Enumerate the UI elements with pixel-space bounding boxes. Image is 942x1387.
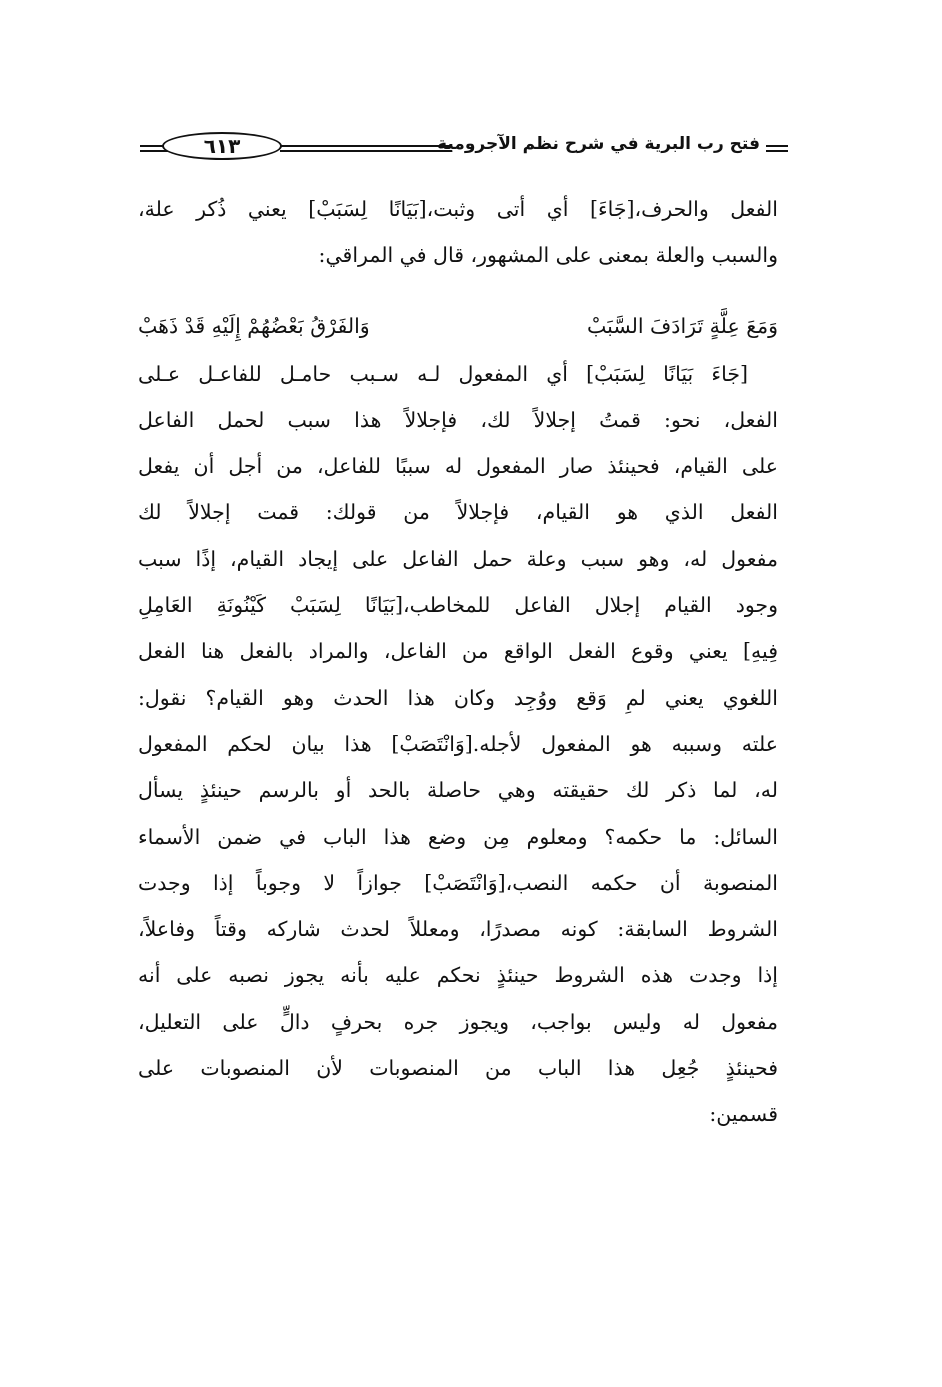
- header-rule-right: [766, 145, 788, 152]
- verse-line: [138, 301, 778, 351]
- text-line: الفعل والحرف،[جَاءَ] أي أتى وثبت،[بَيَانًا لِسَبَبْ] يعني ذُكر علة،: [138, 197, 778, 221]
- text-line: مفعول له، وهو سبب وعلة حمل الفاعل على إيجاد القيام، إذًا سبب: [138, 546, 778, 571]
- text-line: فِيهِ] يعني وقوع الفعل الواقع من الفاعل، والمراد بالفعل هنا الفعل: [138, 639, 778, 664]
- verse-second-hemistich: وَالفَرْقُ بَعْضُهُمْ إِلَيْهِ قَدْ ذَهَبْ: [138, 313, 370, 338]
- text-line: والسبب والعلة بمعنى على المشهور، قال في المراقي:: [318, 243, 778, 268]
- text-line: قسمين:: [709, 1102, 778, 1127]
- text-line: مفعول له وليس بواجب، ويجوز جره بحرفٍ دالٍّ على التعليل،: [138, 1009, 778, 1034]
- text-line: اللغوي يعني لمِ وَقع ووُجِد وكان هذا الحدث وهو القيام؟ نقول:: [138, 685, 778, 710]
- text-line: الشروط السابقة: كونه مصدرًا، ومعللاً لحدث شاركه وقتاً وفاعلاً،: [138, 917, 778, 942]
- text-line: وجود القيام إجلال الفاعل للمخاطب،[بَيَانًا لِسَبَبْ كَيْنُونَةِ العَامِلِ: [138, 593, 778, 618]
- text-line: الفعل الذي هو القيام، فإجلالاً من قولك: قمت إجلالاً لك: [138, 500, 778, 525]
- book-title: فتح رب البرية في شرح نظم الآجرومية: [437, 134, 760, 154]
- text-line: الفعل، نحو: قمتُ إجلالاً لك، فإجلالاً هذا سبب لحمل الفاعل: [138, 407, 778, 432]
- page-body: [138, 186, 778, 1138]
- text-line: فحينئذٍ جُعِل هذا الباب من المنصوبات لأن المنصوبات على: [138, 1056, 778, 1081]
- running-header: [140, 130, 788, 166]
- text-line: له، لما ذكر لك حقيقته وهي حاصلة بالحد أو بالرسم حينئذٍ يسأل: [138, 778, 778, 803]
- text-line: إذا وجدت هذه الشروط حينئذٍ نحكم عليه بأنه يجوز نصبه على أنه: [138, 963, 778, 988]
- text-line: المنصوبة أن حكمه النصب،[وَانْتَصَبْ] جوازاً لا وجوباً إذا وجدت: [138, 870, 778, 895]
- verse-first-hemistich: وَمَعَ عِلَّةٍ تَرَادَفَ السَّبَبْ: [587, 313, 778, 338]
- header-rule-middle: [280, 145, 452, 152]
- page-number: ٦١٣: [162, 132, 282, 160]
- text-line: السائل: ما حكمه؟ ومعلوم مِن وضع هذا الباب في ضمن الأسماء: [138, 824, 778, 849]
- text-line: على القيام، فحينئذ صار المفعول له سببًا للفاعل، من أجل أن يفعل: [138, 454, 778, 479]
- text-line: علته وسببه هو المفعول لأجله.[وَانْتَصَبْ] هذا بيان لحكم المفعول: [138, 731, 778, 756]
- text-line: [جَاءَ بَيَانًا لِسَبَبْ] أي المفعول لـه سـبب حامـل للفاعـل عـلى: [138, 361, 748, 386]
